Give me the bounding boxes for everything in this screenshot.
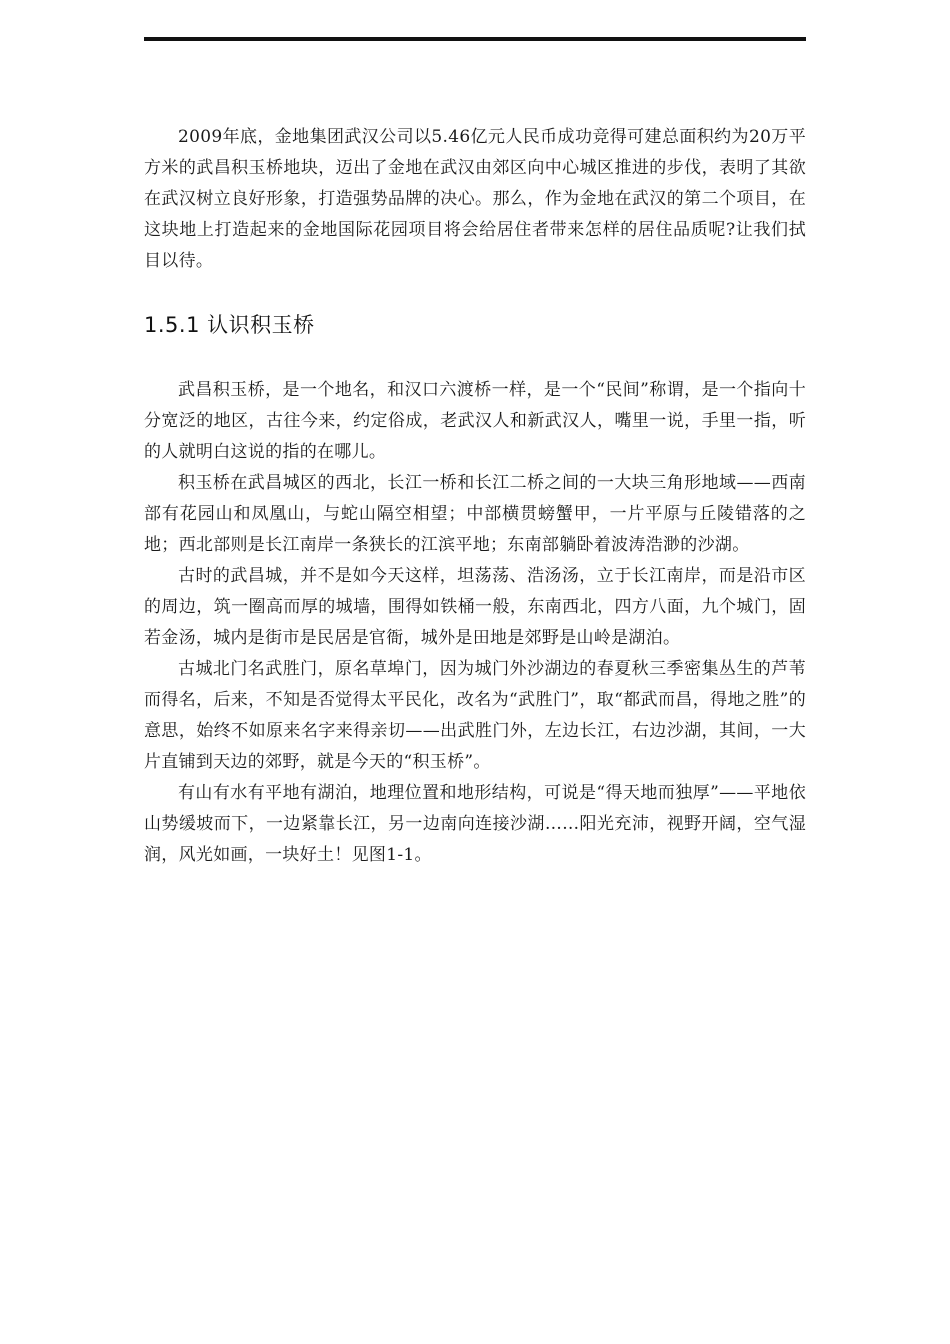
- intro-paragraph: 2009年底，金地集团武汉公司以5.46亿元人民币成功竞得可建总面积约为20万平方米的武昌积玉桥地块，迈出了金地在武汉由郊区向中心城区推进的步伐，表明了其欲在武汉树立良好形象，打造强势品牌的决心。那么，作为金地在武汉的第二个项目，在这块地上打造起来的金地国际花园项目将会给居住者带来怎样的居住品质呢?让我们拭目以待。: [144, 127, 806, 271]
- body-paragraph-3: 古时的武昌城，并不是如今天这样，坦荡荡、浩汤汤，立于长江南岸，而是沿市区的周边，筑一圈高而厚的城墙，围得如铁桶一般，东南西北，四方八面，九个城门，固若金汤，城内是街市是民居是官衙，城外是田地是郊野是山岭是湖泊。: [144, 566, 806, 648]
- header-rule: [144, 37, 806, 41]
- section-heading: 1.5.1 认识积玉桥: [144, 313, 315, 337]
- body-paragraph-4: 古城北门名武胜门，原名草埠门，因为城门外沙湖边的春夏秋三季密集丛生的芦苇而得名，后来，不知是否觉得太平民化，改名为“武胜门”，取“都武而昌，得地之胜”的意思，始终不如原来名字来得亲切——出武胜门外，左边长江，右边沙湖，其间，一大片直铺到天边的郊野，就是今天的“积玉桥”。: [144, 659, 806, 772]
- document-body: [144, 122, 806, 871]
- body-paragraph-1: 武昌积玉桥，是一个地名，和汉口六渡桥一样，是一个“民间”称谓，是一个指向十分宽泛的地区，古往今来，约定俗成，老武汉人和新武汉人，嘴里一说，手里一指，听的人就明白这说的指的在哪儿。: [144, 380, 806, 462]
- body-paragraph-2: 积玉桥在武昌城区的西北，长江一桥和长江二桥之间的一大块三角形地域——西南部有花园山和凤凰山，与蛇山隔空相望；中部横贯螃蟹甲，一片平原与丘陵错落的之地；西北部则是长江南岸一条狭长的江滨平地；东南部躺卧着波涛浩渺的沙湖。: [144, 473, 806, 555]
- body-paragraph-5: 有山有水有平地有湖泊，地理位置和地形结构，可说是“得天地而独厚”——平地依山势缓坡而下，一边紧靠长江，另一边南向连接沙湖……阳光充沛，视野开阔，空气湿润，风光如画，一块好土！见图1-1。: [144, 783, 806, 865]
